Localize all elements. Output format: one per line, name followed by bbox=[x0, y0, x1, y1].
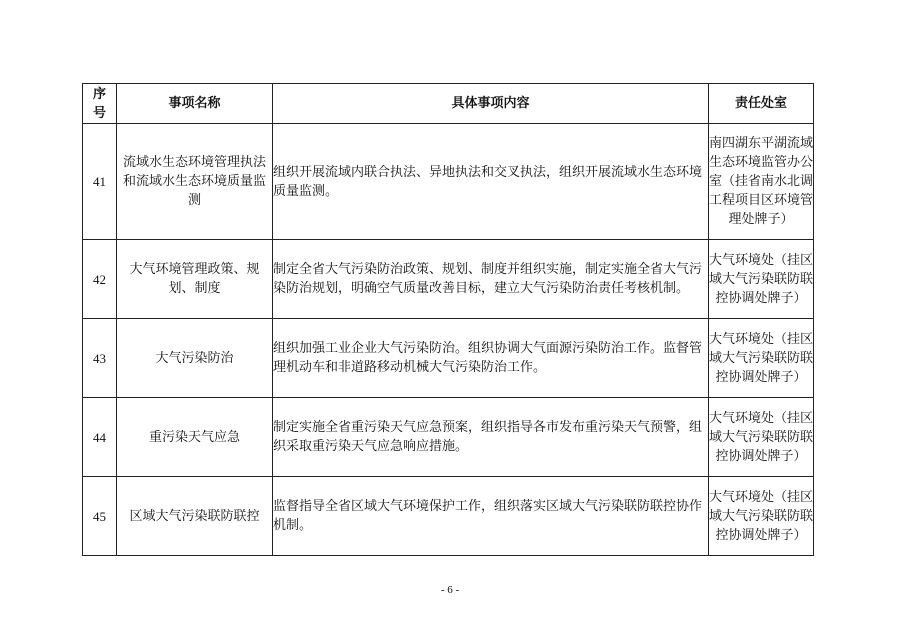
header-name: 事项名称 bbox=[117, 84, 273, 124]
row-number: 42 bbox=[83, 240, 117, 319]
responsible-dept: 大气环境处（挂区域大气污染联防联控协调处牌子） bbox=[709, 398, 814, 477]
row-number: 44 bbox=[83, 398, 117, 477]
responsible-dept: 大气环境处（挂区域大气污染联防联控协调处牌子） bbox=[709, 477, 814, 556]
table-header-row bbox=[83, 84, 814, 124]
row-number: 41 bbox=[83, 124, 117, 240]
matter-content: 制定全省大气污染防治政策、规划、制度并组织实施，制定实施全省大气污染防治规划，明确空气质量改善目标，建立大气污染防治责任考核机制。 bbox=[273, 240, 709, 319]
table-row bbox=[83, 398, 814, 477]
matter-content: 制定实施全省重污染天气应急预案，组织指导各市发布重污染天气预警，组织采取重污染天气应急响应措施。 bbox=[273, 398, 709, 477]
table-row bbox=[83, 319, 814, 398]
matter-name: 大气环境管理政策、规划、制度 bbox=[117, 240, 273, 319]
matters-table bbox=[82, 83, 814, 556]
header-seq: 序号 bbox=[83, 84, 117, 124]
table-row bbox=[83, 477, 814, 556]
row-number: 43 bbox=[83, 319, 117, 398]
responsible-dept: 大气环境处（挂区域大气污染联防联控协调处牌子） bbox=[709, 319, 814, 398]
table-row bbox=[83, 240, 814, 319]
page-number: - 6 - bbox=[440, 584, 460, 596]
matter-content: 组织开展流域内联合执法、异地执法和交叉执法，组织开展流域水生态环境质量监测。 bbox=[273, 124, 709, 240]
header-dept: 责任处室 bbox=[709, 84, 814, 124]
row-number: 45 bbox=[83, 477, 117, 556]
matter-name: 重污染天气应急 bbox=[117, 398, 273, 477]
matter-name: 流域水生态环境管理执法和流域水生态环境质量监测 bbox=[117, 124, 273, 240]
matter-name: 大气污染防治 bbox=[117, 319, 273, 398]
table-row bbox=[83, 124, 814, 240]
header-content: 具体事项内容 bbox=[273, 84, 709, 124]
responsible-dept: 南四湖东平湖流域生态环境监管办公室（挂省南水北调工程项目区环境管理处牌子） bbox=[709, 124, 814, 240]
matter-content: 组织加强工业企业大气污染防治。组织协调大气面源污染防治工作。监督管理机动车和非道路移动机械大气污染防治工作。 bbox=[273, 319, 709, 398]
matter-name: 区域大气污染联防联控 bbox=[117, 477, 273, 556]
matter-content: 监督指导全省区域大气环境保护工作，组织落实区域大气污染联防联控协作机制。 bbox=[273, 477, 709, 556]
responsible-dept: 大气环境处（挂区域大气污染联防联控协调处牌子） bbox=[709, 240, 814, 319]
